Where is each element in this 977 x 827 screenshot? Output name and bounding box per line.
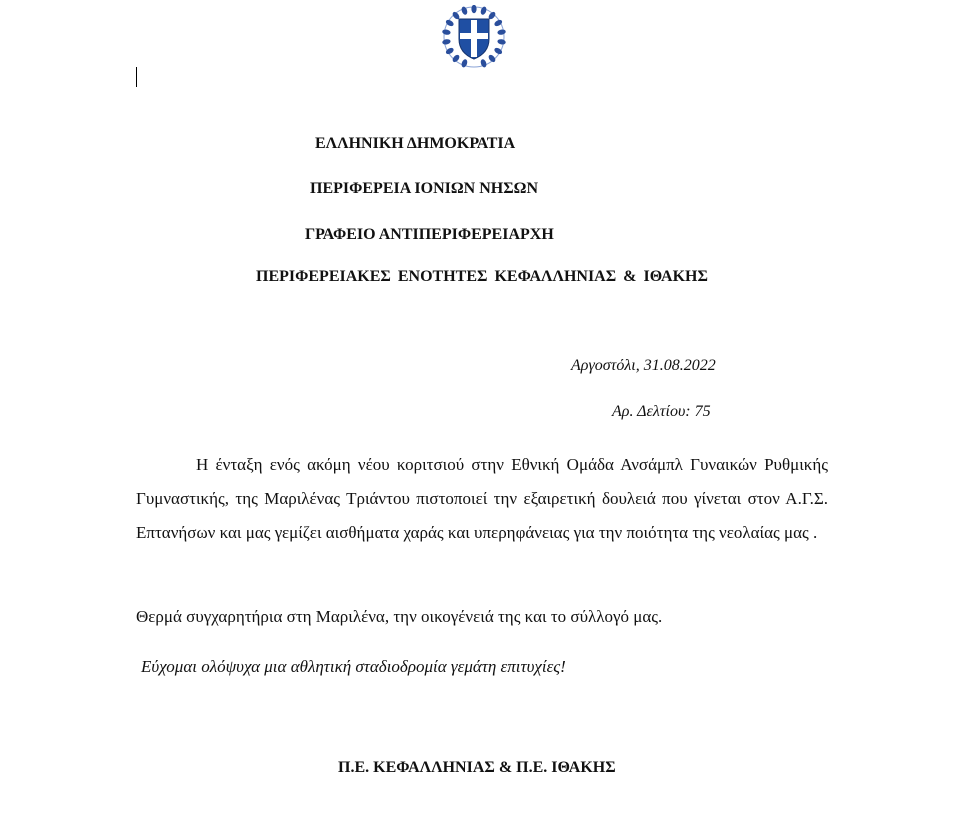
header-region: ΠΕΡΙΦΕΡΕΙΑ ΙΟΝΙΩΝ ΝΗΣΩΝ xyxy=(310,180,539,197)
main-paragraph: Η ένταξη ενός ακόμη νέου κοριτσιού στην Εθνική Ομάδα Ανσάμπλ Γυναικών Ρυθμικής Γυμναστικής, της Μαριλένας Τριάντου πιστοποιεί την εξαιρετική δουλειά που γίνεται στον Α.Γ.Σ. Επτανήσων και μας γεμίζει αισθήματα χαράς και υπερηφάνειας για την ποιότητα της νεολαίας μας . xyxy=(136,455,828,542)
signature: Π.Ε. ΚΕΦΑΛΛΗΝΙΑΣ & Π.Ε. ΙΘΑΚΗΣ xyxy=(338,759,616,776)
header-office: ΓΡΑΦΕΙΟ ΑΝΤΙΠΕΡΙΦΕΡΕΙΑΡΧΗ xyxy=(305,226,554,243)
congratulations-line: Θερμά συγχαρητήρια στη Μαριλένα, την οικογένειά της και το σύλλογό μας. xyxy=(136,607,663,626)
header-republic: ΕΛΛΗΝΙΚΗ ΔΗΜΟΚΡΑΤΙΑ xyxy=(315,135,516,152)
text-cursor xyxy=(136,67,137,87)
wish-line: Εύχομαι ολόψυχα μια αθλητική σταδιοδρομία γεμάτη επιτυχίες! xyxy=(141,657,566,676)
bulletin-number: Αρ. Δελτίου: 75 xyxy=(612,403,711,420)
coat-of-arms-icon xyxy=(441,5,507,69)
document-date: Αργοστόλι, 31.08.2022 xyxy=(571,357,716,374)
header-units: ΠΕΡΙΦΕΡΕΙΑΚΕΣ ΕΝΟΤΗΤΕΣ ΚΕΦΑΛΛΗΝΙΑΣ & ΙΘΑΚΗΣ xyxy=(256,268,708,285)
